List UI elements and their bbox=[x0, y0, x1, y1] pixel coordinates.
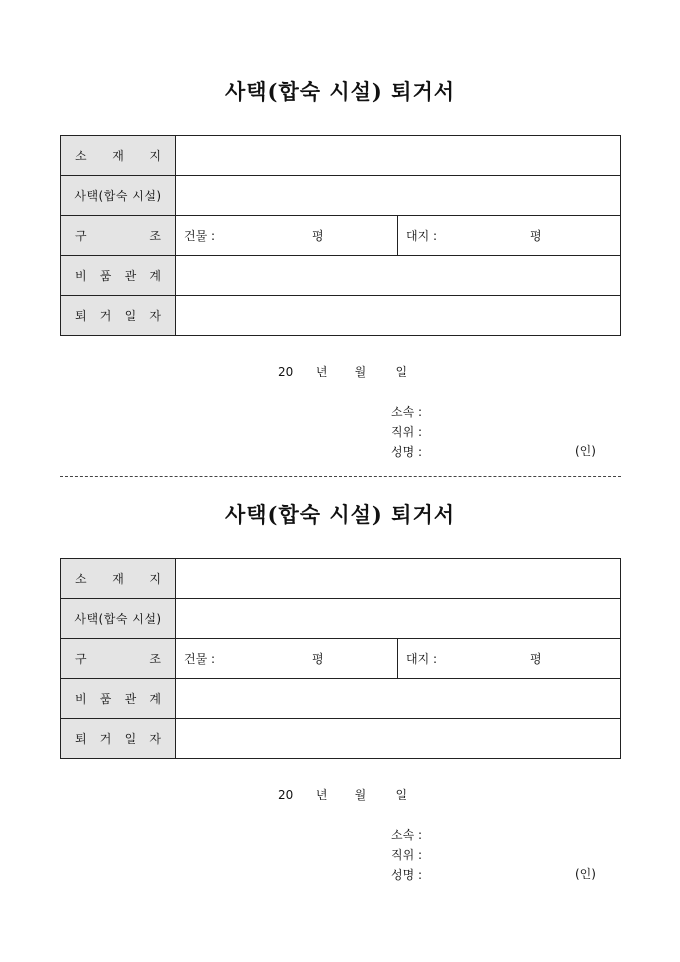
label-char: 비 bbox=[75, 692, 87, 706]
label-char: 품 bbox=[99, 269, 112, 283]
label-location bbox=[61, 136, 176, 176]
year-prefix: 20 bbox=[278, 365, 294, 379]
row-structure bbox=[61, 639, 621, 679]
label-char: 계 bbox=[149, 269, 161, 283]
label-char: 비 bbox=[75, 269, 87, 283]
label-char: 조 bbox=[149, 652, 161, 666]
label-text: 사택(합숙 시설) bbox=[74, 189, 162, 203]
label-dorm bbox=[61, 176, 176, 216]
row-location bbox=[61, 559, 621, 599]
dorm-field[interactable] bbox=[176, 176, 621, 216]
land-area-field[interactable] bbox=[398, 639, 620, 678]
label-dorm bbox=[61, 599, 176, 639]
label-char: 지 bbox=[149, 149, 161, 163]
label-equipment bbox=[61, 256, 176, 296]
label-char: 거 bbox=[99, 309, 112, 323]
row-structure bbox=[61, 216, 621, 256]
row-leave-date bbox=[61, 719, 621, 759]
land-unit: 평 bbox=[530, 652, 542, 666]
land-unit: 평 bbox=[530, 229, 542, 243]
year-prefix: 20 bbox=[278, 788, 294, 802]
label-char: 재 bbox=[112, 149, 124, 163]
label-char: 소 bbox=[75, 572, 87, 586]
label-text: 사택(합숙 시설) bbox=[74, 612, 162, 626]
label-char: 자 bbox=[149, 732, 161, 746]
label-char: 퇴 bbox=[75, 309, 87, 323]
label-char: 퇴 bbox=[75, 732, 87, 746]
year-unit: 년 bbox=[315, 788, 328, 802]
date-line bbox=[278, 786, 407, 803]
building-label: 건물 : bbox=[184, 652, 216, 666]
label-leave-date bbox=[61, 719, 176, 759]
dorm-field[interactable] bbox=[176, 599, 621, 639]
label-char: 관 bbox=[124, 269, 137, 283]
equipment-field[interactable] bbox=[176, 679, 621, 719]
form-title: 사택(합숙 시설) 퇴거서 bbox=[224, 79, 456, 104]
row-dorm bbox=[61, 599, 621, 639]
label-char: 구 bbox=[75, 652, 87, 666]
form-table bbox=[60, 558, 621, 759]
position-field[interactable]: 직위 : bbox=[391, 848, 423, 862]
building-area-field[interactable] bbox=[176, 216, 398, 255]
leave-date-field[interactable] bbox=[176, 296, 621, 336]
label-char: 품 bbox=[99, 692, 112, 706]
label-char: 소 bbox=[75, 149, 87, 163]
day-unit: 일 bbox=[395, 365, 408, 379]
seal-mark: (인) bbox=[575, 444, 596, 458]
label-char: 계 bbox=[149, 692, 161, 706]
building-unit: 평 bbox=[312, 229, 324, 243]
label-char: 자 bbox=[149, 309, 161, 323]
row-equipment bbox=[61, 256, 621, 296]
label-location bbox=[61, 559, 176, 599]
land-area-field[interactable] bbox=[398, 216, 620, 255]
month-unit: 월 bbox=[354, 788, 367, 802]
label-char: 관 bbox=[124, 692, 137, 706]
dept-field[interactable]: 소속 : bbox=[391, 405, 423, 419]
row-equipment bbox=[61, 679, 621, 719]
equipment-field[interactable] bbox=[176, 256, 621, 296]
label-char: 일 bbox=[124, 309, 137, 323]
structure-field bbox=[176, 216, 621, 256]
position-field[interactable]: 직위 : bbox=[391, 425, 423, 439]
leave-date-field[interactable] bbox=[176, 719, 621, 759]
label-structure bbox=[61, 639, 176, 679]
label-leave-date bbox=[61, 296, 176, 336]
building-unit: 평 bbox=[312, 652, 324, 666]
label-char: 지 bbox=[149, 572, 161, 586]
cut-line bbox=[60, 476, 621, 477]
seal-mark: (인) bbox=[575, 867, 596, 881]
label-char: 조 bbox=[149, 229, 161, 243]
row-location bbox=[61, 136, 621, 176]
label-char: 재 bbox=[112, 572, 124, 586]
year-unit: 년 bbox=[315, 365, 328, 379]
land-label: 대지 : bbox=[406, 229, 438, 243]
form-title: 사택(합숙 시설) 퇴거서 bbox=[224, 502, 456, 527]
form-table bbox=[60, 135, 621, 336]
label-structure bbox=[61, 216, 176, 256]
name-field[interactable]: 성명 : bbox=[391, 445, 423, 459]
structure-field bbox=[176, 639, 621, 679]
label-char: 일 bbox=[124, 732, 137, 746]
month-unit: 월 bbox=[354, 365, 367, 379]
row-dorm bbox=[61, 176, 621, 216]
location-field[interactable] bbox=[176, 136, 621, 176]
name-field[interactable]: 성명 : bbox=[391, 868, 423, 882]
building-area-field[interactable] bbox=[176, 639, 398, 678]
land-label: 대지 : bbox=[406, 652, 438, 666]
day-unit: 일 bbox=[395, 788, 408, 802]
date-line bbox=[278, 363, 407, 380]
label-equipment bbox=[61, 679, 176, 719]
label-char: 거 bbox=[99, 732, 112, 746]
row-leave-date bbox=[61, 296, 621, 336]
dept-field[interactable]: 소속 : bbox=[391, 828, 423, 842]
location-field[interactable] bbox=[176, 559, 621, 599]
building-label: 건물 : bbox=[184, 229, 216, 243]
label-char: 구 bbox=[75, 229, 87, 243]
